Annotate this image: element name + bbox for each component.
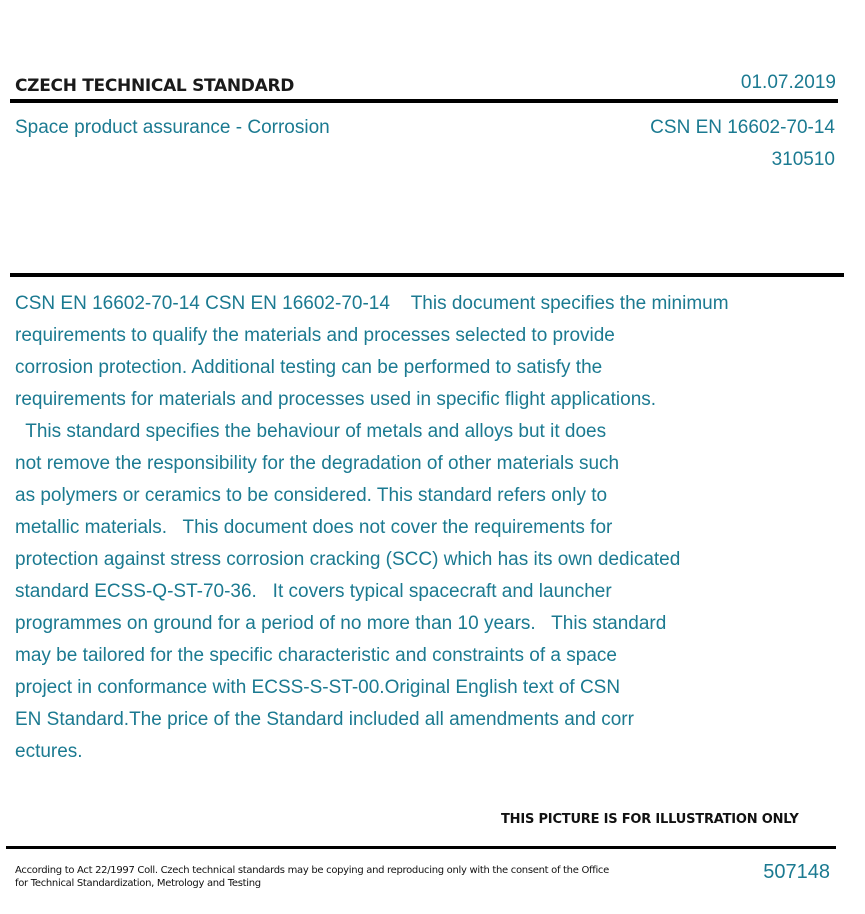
abstract-line: metallic materials. This document does not cover the requirements for (15, 517, 613, 538)
abstract-line: requirements to qualify the materials and processes selected to provide (15, 325, 615, 346)
illustration-disclaimer: THIS PICTURE IS FOR ILLUSTRATION ONLY (501, 812, 799, 827)
abstract-line: not remove the responsibility for the degradation of other materials such (15, 453, 620, 474)
abstract-line: This standard specifies the behaviour of metals and alloys but it does (15, 421, 607, 442)
publication-date: 01.07.2019 (740, 72, 836, 93)
abstract-line: EN Standard.The price of the Standard included all amendments and corr (15, 709, 634, 730)
abstract-line: corrosion protection. Additional testing can be performed to satisfy the (15, 357, 603, 378)
classification-number: 310510 (771, 149, 835, 170)
abstract-line: project in conformance with ECSS-S-ST-00.Original English text of CSN (15, 677, 621, 698)
legal-notice-line: for Technical Standardization, Metrology and Testing (15, 878, 261, 889)
abstract-line: CSN EN 16602-70-14 CSN EN 16602-70-14 This document specifies the minimum (15, 293, 729, 314)
standard-subject: Space product assurance - Corrosion (15, 117, 330, 138)
title-divider (10, 273, 844, 277)
abstract-line: protection against stress corrosion cracking (SCC) which has its own dedicated (15, 549, 681, 570)
footer-divider (6, 846, 836, 849)
document-id: 507148 (763, 861, 830, 883)
standard-number: CSN EN 16602-70-14 (650, 117, 835, 138)
abstract-line: ectures. (15, 741, 83, 762)
abstract-line: as polymers or ceramics to be considered. This standard refers only to (15, 485, 608, 506)
document-type-label: CZECH TECHNICAL STANDARD (15, 76, 295, 96)
header-divider (10, 99, 838, 103)
abstract-line: programmes on ground for a period of no more than 10 years. This standard (15, 613, 667, 634)
abstract-text (15, 288, 845, 768)
legal-notice-line: According to Act 22/1997 Coll. Czech technical standards may be copying and reproducing only with the consent of the Office (15, 865, 609, 876)
abstract-line: requirements for materials and processes used in specific flight applications. (15, 389, 657, 410)
abstract-line: may be tailored for the specific characteristic and constraints of a space (15, 645, 617, 666)
legal-notice (15, 864, 615, 890)
abstract-line: standard ECSS-Q-ST-70-36. It covers typical spacecraft and launcher (15, 581, 612, 602)
